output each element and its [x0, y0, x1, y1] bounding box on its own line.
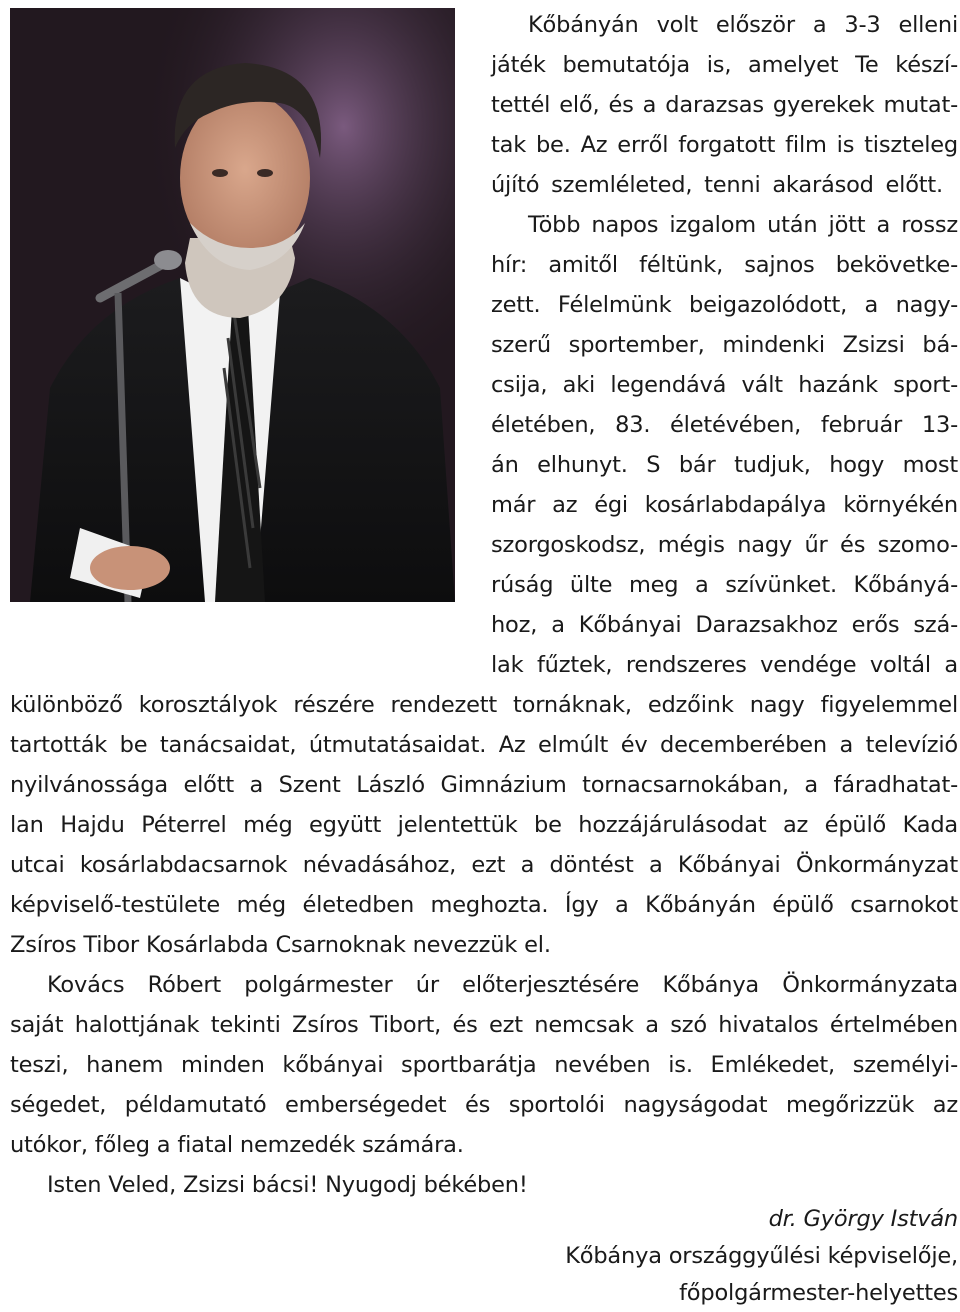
signature-role: főpolgármester-helyettes: [679, 1280, 958, 1306]
article-line-19: tartották be tanácsaidat, útmutatásaidat. Az elmúlt év decemberében a televízió: [10, 732, 958, 758]
article-line-27: teszi, hanem minden kőbányai sportbarátja nevében is. Emlékedet, személyi-: [10, 1052, 958, 1078]
article-line-9: szerű sportember, mindenki Zsizsi bá-: [491, 332, 958, 358]
signature-title: Kőbánya országgyűlési képviselője,: [565, 1243, 958, 1269]
article-line-8: zett. Félelmünk beigazolódott, a nagy-: [491, 292, 958, 318]
article-line-15: rúság ülte meg a szívünket. Kőbányá-: [491, 572, 958, 598]
article-line-17: lak fűztek, rendszeres vendége voltál a: [491, 652, 958, 678]
article-line-5: újító szemléleted, tenni akarásod előtt.: [491, 172, 943, 198]
article-line-24: Zsíros Tibor Kosárlabda Csarnoknak nevezzük el.: [10, 932, 551, 958]
article-line-22: utcai kosárlabdacsarnok névadásához, ezt a döntést a Kőbányai Önkormányzat: [10, 852, 958, 878]
article-line-29: utókor, főleg a fiatal nemzedék számára.: [10, 1132, 464, 1158]
article-line-20: nyilvánossága előtt a Szent László Gimnázium tornacsarnokában, a fáradhatat-: [10, 772, 958, 798]
article-line-2: játék bemutatója is, amelyet Te készí-: [491, 52, 958, 78]
article-line-1: Kőbányán volt először a 3-3 elleni: [528, 12, 958, 38]
article-line-18: különböző korosztályok részére rendezett tornáknak, edzőink nagy figyelemmel: [10, 692, 958, 718]
signature-name: dr. György István: [768, 1206, 958, 1232]
article-line-4: tak be. Az erről forgatott film is tiszteleg: [491, 132, 958, 158]
article-line-23: képviselő-testülete még életedben meghozta. Így a Kőbányán épülő csarnokot: [10, 892, 958, 918]
article-line-3: tettél elő, és a darazsas gyerekek mutat-: [491, 92, 958, 118]
article-line-10: csija, aki legendává vált hazánk sport-: [491, 372, 958, 398]
article-line-25: Kovács Róbert polgármester úr előterjesztésére Kőbánya Önkormányzata: [47, 972, 958, 998]
speaker-photo: [10, 8, 455, 602]
article-line-14: szorgoskodsz, mégis nagy űr és szomo-: [491, 532, 958, 558]
article-line-16: hoz, a Kőbányai Darazsakhoz erős szá-: [491, 612, 958, 638]
article-line-11: életében, 83. életévében, február 13-: [491, 412, 958, 438]
article-line-28: ségedet, példamutató emberségedet és sportolói nagyságodat megőrizzük az: [10, 1092, 958, 1118]
article-line-26: saját halottjának tekinti Zsíros Tibort, és ezt nemcsak a szó hivatalos értelmében: [10, 1012, 958, 1038]
article-line-21: lan Hajdu Péterrel még együtt jelentettük be hozzájárulásodat az épülő Kada: [10, 812, 958, 838]
article-line-30: Isten Veled, Zsizsi bácsi! Nyugodj békében!: [47, 1172, 528, 1198]
article-line-13: már az égi kosárlabdapálya környékén: [491, 492, 958, 518]
article-line-12: án elhunyt. S bár tudjuk, hogy most: [491, 452, 958, 478]
article-line-6: Több napos izgalom után jött a rossz: [528, 212, 958, 238]
article-line-7: hír: amitől féltünk, sajnos bekövetke-: [491, 252, 958, 278]
